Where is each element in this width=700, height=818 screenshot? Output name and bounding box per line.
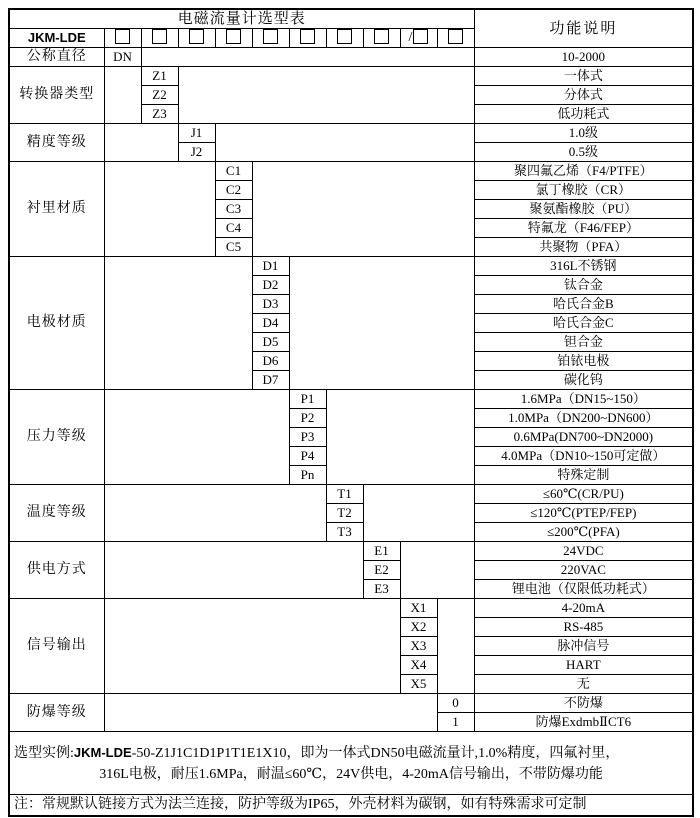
code-cell: J2 [178, 143, 215, 162]
model-code-box-5 [252, 29, 289, 48]
desc-cell: 哈氏合金B [474, 295, 693, 314]
category-label-signal-output: 信号输出 [9, 599, 104, 694]
desc-cell: 不防爆 [474, 694, 693, 713]
code-cell: P3 [289, 428, 326, 447]
code-cell: 0 [437, 694, 474, 713]
selection-table [8, 8, 694, 817]
slash-separator: / [408, 30, 413, 45]
checkbox-icon [152, 29, 167, 44]
model-code-box-3 [178, 29, 215, 48]
code-cell-dn: DN [104, 48, 141, 67]
code-cell: C4 [215, 219, 252, 238]
code-cell: Z3 [141, 105, 178, 124]
spacer-cell [178, 67, 474, 124]
code-cell: J1 [178, 124, 215, 143]
example-rest: -50-Z1J1C1D1P1T1E1X10，即为一体式DN50电磁流量计,1.0%精度，四氟衬里， [131, 745, 620, 761]
desc-cell: 无 [474, 675, 693, 694]
model-code-box-6 [289, 29, 326, 48]
desc-cell: HART [474, 656, 693, 675]
spacer-cell [104, 542, 363, 599]
spacer-cell [104, 257, 252, 390]
function-column-header: 功能说明 [474, 9, 693, 48]
category-label-temperature: 温度等级 [9, 485, 104, 542]
model-code-box-10 [437, 29, 474, 48]
code-cell: C2 [215, 181, 252, 200]
desc-cell: 316L不锈钢 [474, 257, 693, 276]
category-label-pressure: 压力等级 [9, 390, 104, 485]
code-cell: C3 [215, 200, 252, 219]
code-cell: X4 [400, 656, 437, 675]
checkbox-icon [337, 29, 352, 44]
code-cell: C5 [215, 238, 252, 257]
desc-cell: 聚四氟乙烯（F4/PTFE） [474, 162, 693, 181]
example-model: JKM-LDE [73, 744, 132, 760]
desc-cell: 4-20mA [474, 599, 693, 618]
desc-cell: 铂铱电极 [474, 352, 693, 371]
category-label-power-supply: 供电方式 [9, 542, 104, 599]
code-cell: X1 [400, 599, 437, 618]
desc-cell: 防爆ExdmbⅡCT6 [474, 713, 693, 732]
checkbox-icon [226, 29, 241, 44]
spacer-cell [215, 124, 474, 162]
spacer-cell [363, 485, 474, 542]
desc-cell: 220VAC [474, 561, 693, 580]
checkbox-icon [263, 29, 278, 44]
desc-cell: 0.6MPa(DN700~DN2000) [474, 428, 693, 447]
spacer-cell [252, 162, 474, 257]
checkbox-icon [300, 29, 315, 44]
code-cell: D3 [252, 295, 289, 314]
code-cell: D5 [252, 333, 289, 352]
model-code-box-7 [326, 29, 363, 48]
desc-cell: 特殊定制 [474, 466, 693, 485]
spacer-cell [104, 390, 289, 485]
code-cell: D1 [252, 257, 289, 276]
code-cell: Z1 [141, 67, 178, 86]
code-cell: Pn [289, 466, 326, 485]
desc-cell: ≤200℃(PFA) [474, 523, 693, 542]
desc-cell: 4.0MPa（DN10~150可定做） [474, 447, 693, 466]
category-label-explosion-proof: 防爆等级 [9, 694, 104, 732]
example-label: 选型实例: [14, 745, 74, 761]
code-cell: P1 [289, 390, 326, 409]
model-code-box-8 [363, 29, 400, 48]
desc-cell: 共聚物（PFA） [474, 238, 693, 257]
desc-cell: 1.6MPa（DN15~150） [474, 390, 693, 409]
category-label-dn: 公称直径 [9, 48, 104, 67]
desc-cell: 钛合金 [474, 276, 693, 295]
code-cell: D6 [252, 352, 289, 371]
code-cell: T1 [326, 485, 363, 504]
spacer-cell [104, 599, 400, 694]
desc-cell: 钽合金 [474, 333, 693, 352]
code-cell: D7 [252, 371, 289, 390]
model-prefix: JKM-LDE [9, 29, 104, 48]
checkbox-icon [374, 29, 389, 44]
model-code-box-9 [400, 29, 437, 48]
desc-cell-dn: 10-2000 [474, 48, 693, 67]
model-code-box-2 [141, 29, 178, 48]
code-cell: Z2 [141, 86, 178, 105]
code-cell: T2 [326, 504, 363, 523]
spacer-cell [104, 67, 141, 124]
spacer-cell [289, 257, 474, 390]
example-line-2: 316L电极，耐压1.6MPa，耐温≤60℃，24V供电，4-20mA信号输出，不带防爆功能 [99, 766, 603, 782]
spacer-cell [104, 485, 326, 542]
desc-cell: 特氟龙（F46/FEP） [474, 219, 693, 238]
desc-cell: 低功耗式 [474, 105, 693, 124]
desc-cell: 分体式 [474, 86, 693, 105]
checkbox-icon [413, 29, 428, 44]
code-cell: X3 [400, 637, 437, 656]
code-cell: E1 [363, 542, 400, 561]
desc-cell: 碳化钨 [474, 371, 693, 390]
model-code-box-1 [104, 29, 141, 48]
spacer-cell [437, 599, 474, 694]
desc-cell: 氯丁橡胶（CR） [474, 181, 693, 200]
code-cell: C1 [215, 162, 252, 181]
spacer-cell [400, 542, 474, 599]
code-cell: P4 [289, 447, 326, 466]
code-cell: E2 [363, 561, 400, 580]
table-title: 电磁流量计选型表 [9, 9, 474, 29]
code-cell: T3 [326, 523, 363, 542]
checkbox-icon [189, 29, 204, 44]
desc-cell: 0.5级 [474, 143, 693, 162]
code-cell: X2 [400, 618, 437, 637]
desc-cell: ≤120℃(PTEP/FEP) [474, 504, 693, 523]
code-cell: 1 [437, 713, 474, 732]
remark-note: 注：常规默认链接方式为法兰连接，防护等级为IP65，外壳材料为碳钢，如有特殊需求可定制 [9, 795, 693, 817]
spacer-cell [104, 124, 178, 162]
desc-cell: 锂电池（仅限低功耗式） [474, 580, 693, 599]
category-label-accuracy: 精度等级 [9, 124, 104, 162]
spacer-cell [141, 48, 474, 67]
desc-cell: 脉冲信号 [474, 637, 693, 656]
selection-example-note [9, 732, 693, 795]
checkbox-icon [448, 29, 463, 44]
desc-cell: ≤60℃(CR/PU) [474, 485, 693, 504]
spacer-cell [104, 162, 215, 257]
code-cell: D2 [252, 276, 289, 295]
code-cell: D4 [252, 314, 289, 333]
desc-cell: RS-485 [474, 618, 693, 637]
code-cell: E3 [363, 580, 400, 599]
example-line-1 [14, 742, 688, 764]
category-label-liner: 衬里材质 [9, 162, 104, 257]
code-cell: P2 [289, 409, 326, 428]
checkbox-icon [115, 29, 130, 44]
desc-cell: 哈氏合金C [474, 314, 693, 333]
category-label-electrode: 电极材质 [9, 257, 104, 390]
desc-cell: 一体式 [474, 67, 693, 86]
desc-cell: 24VDC [474, 542, 693, 561]
desc-cell: 1.0MPa（DN200~DN600） [474, 409, 693, 428]
spacer-cell [326, 390, 474, 485]
category-label-converter-type: 转换器类型 [9, 67, 104, 124]
model-code-box-4 [215, 29, 252, 48]
code-cell: X5 [400, 675, 437, 694]
desc-cell: 聚氨酯橡胶（PU） [474, 200, 693, 219]
desc-cell: 1.0级 [474, 124, 693, 143]
spacer-cell [104, 694, 437, 732]
